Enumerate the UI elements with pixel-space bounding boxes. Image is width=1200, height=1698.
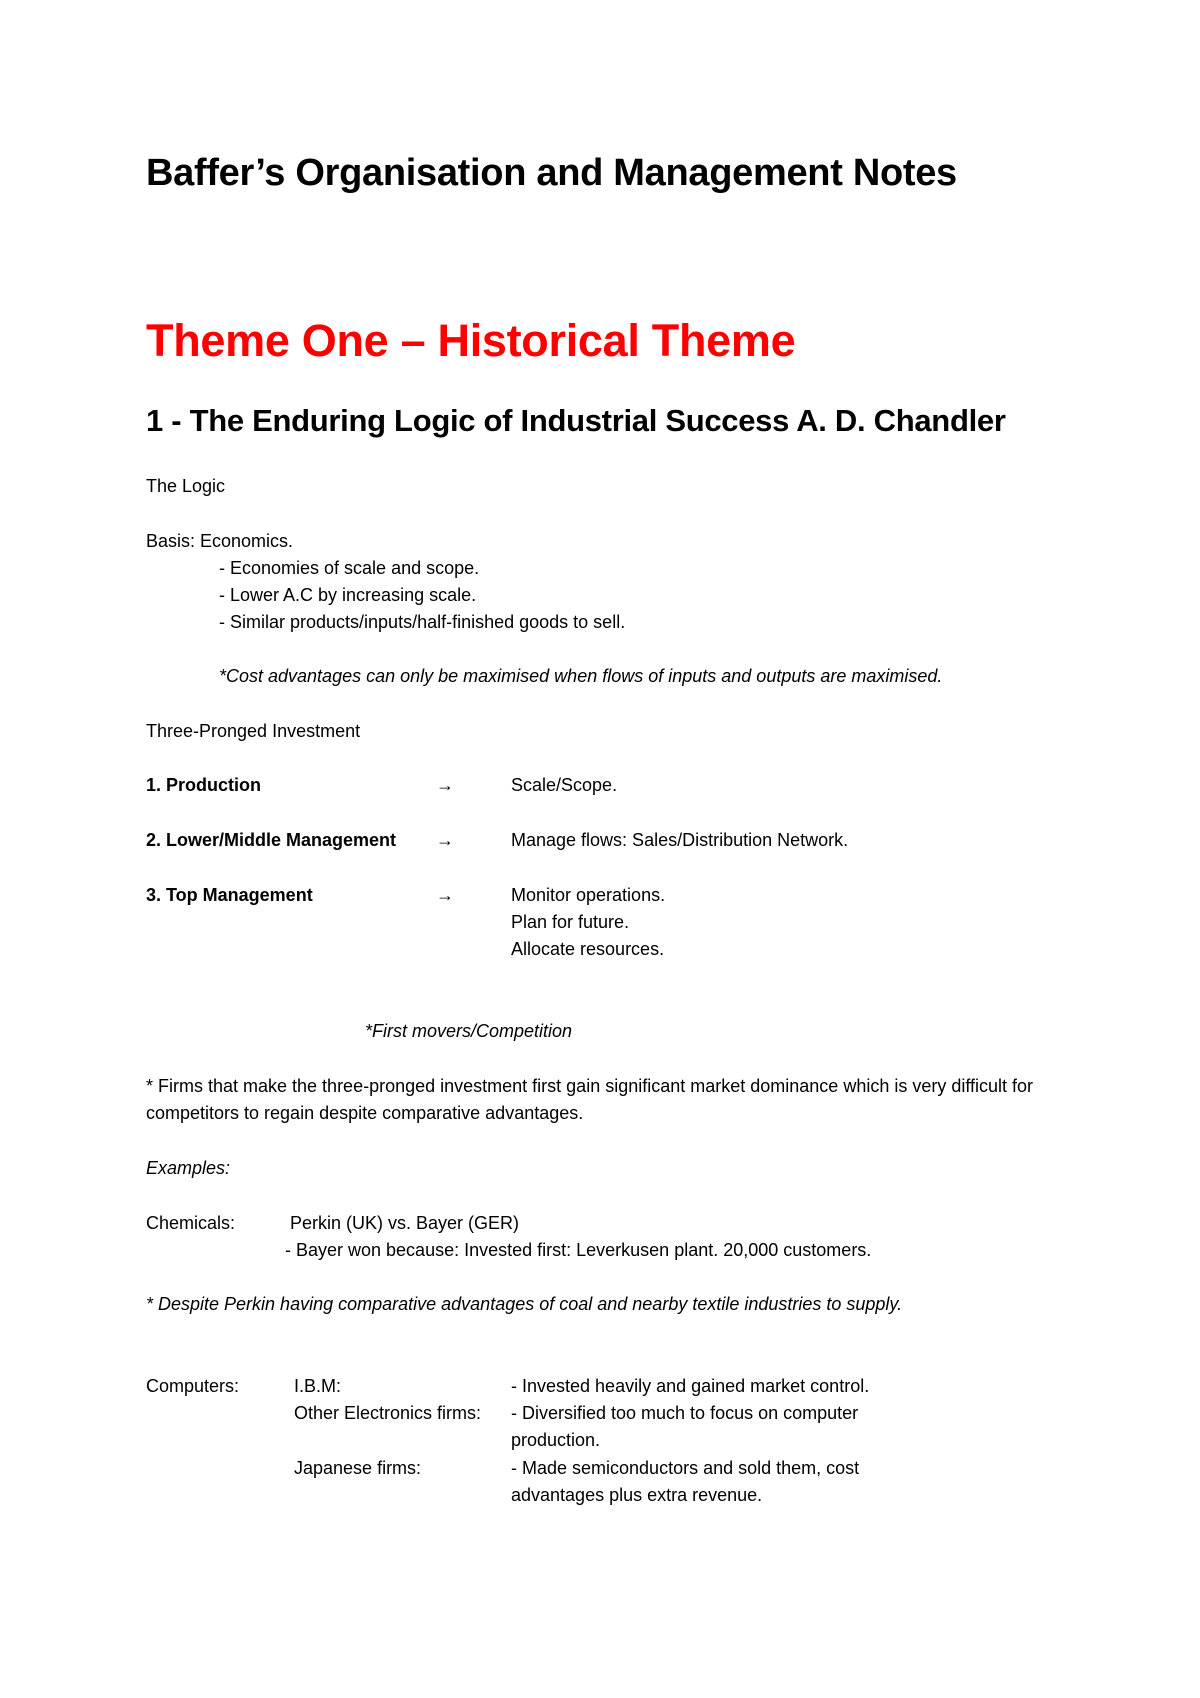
first-movers-heading: *First movers/Competition [365,1021,573,1041]
logic-heading: The Logic [146,476,226,496]
computer-firm-name: Japanese firms: [294,1458,422,1478]
logic-bullet: - Lower A.C by increasing scale. [219,585,477,605]
investment-item-desc: Scale/Scope. [511,775,618,795]
computer-firm-name: I.B.M: [294,1376,342,1396]
document-title: Baffer’s Organisation and Management Notes [146,152,957,194]
investment-item-desc: Allocate resources. [511,939,665,959]
arrow-icon: → [436,775,454,795]
computer-firm-name: Other Electronics firms: [294,1403,482,1423]
section-title: 1 - The Enduring Logic of Industrial Success A. D. Chandler [146,403,1006,438]
investment-heading: Three-Pronged Investment [146,721,361,741]
computer-firm-desc: - Made semiconductors and sold them, cost advantages plus extra revenue. [511,1458,860,1505]
chemicals-note: * Despite Perkin having comparative advantages of coal and nearby textile industries to supply. [146,1294,903,1314]
cost-advantage-note: *Cost advantages can only be maximised when flows of inputs and outputs are maximised. [219,666,943,686]
examples-heading: Examples: [146,1158,231,1178]
logic-bullet: - Economies of scale and scope. [219,558,480,578]
investment-item-label: 3. Top Management [146,885,313,905]
chemicals-line: - Bayer won because: Invested first: Leverkusen plant. 20,000 customers. [285,1240,872,1260]
computer-firm-desc: - Diversified too much to focus on computer production. [511,1403,859,1450]
computer-firm-desc: - Invested heavily and gained market control. [511,1376,870,1396]
computers-label: Computers: [146,1376,240,1396]
basis-line: Basis: Economics. [146,531,294,551]
arrow-icon: → [436,830,454,850]
investment-item-label: 1. Production [146,775,262,795]
chemicals-line: Perkin (UK) vs. Bayer (GER) [290,1213,520,1233]
investment-item-desc: Manage flows: Sales/Distribution Network. [511,830,849,850]
investment-item-desc: Monitor operations. [511,885,666,905]
arrow-icon: → [436,885,454,905]
logic-bullet: - Similar products/inputs/half-finished goods to sell. [219,612,626,632]
investment-item-label: 2. Lower/Middle Management [146,830,397,850]
theme-title: Theme One – Historical Theme [146,315,796,366]
first-movers-paragraph: * Firms that make the three-pronged investment first gain significant market dominance which is very difficult for competitors to regain despite comparative advantages. [146,1076,1034,1123]
chemicals-label: Chemicals: [146,1213,236,1233]
investment-item-desc: Plan for future. [511,912,630,932]
